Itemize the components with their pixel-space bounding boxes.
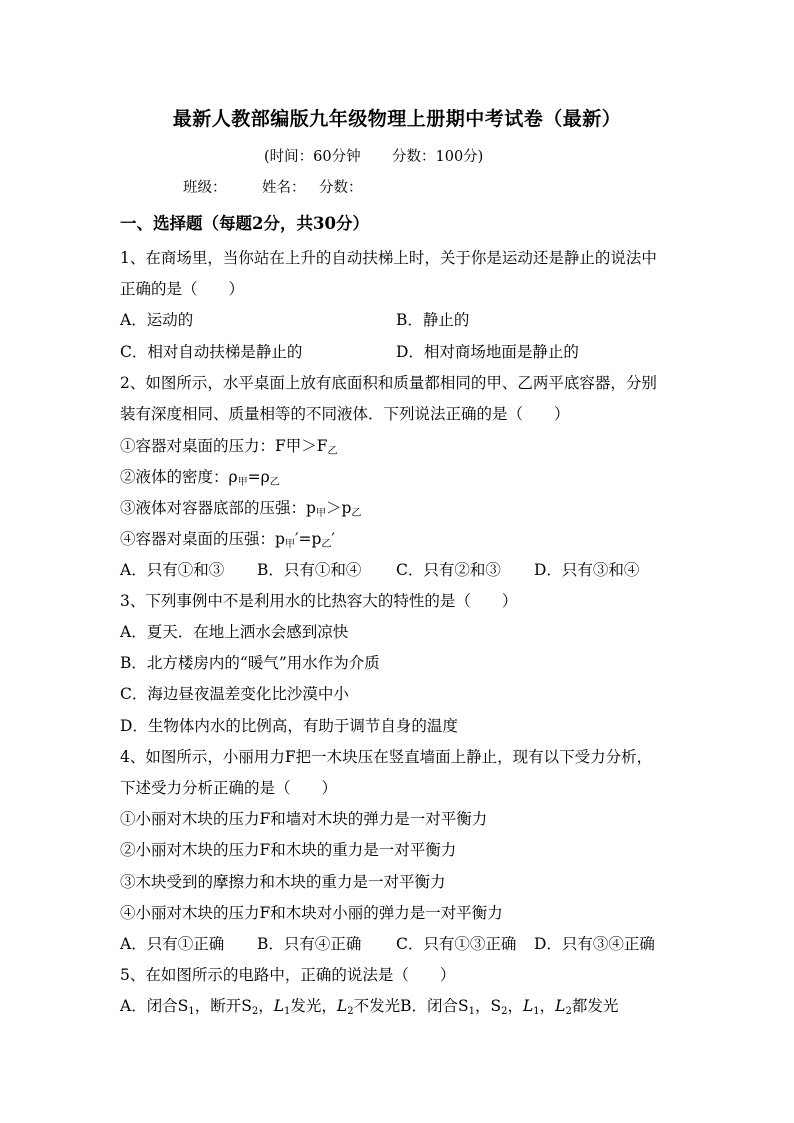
statement-text: =ρ (247, 468, 270, 486)
option-text: ，断开S (194, 997, 252, 1015)
option-text: ， (258, 997, 274, 1015)
question-2-option-a: A．只有①和③ (120, 561, 225, 579)
option-text: ， (539, 997, 556, 1015)
subscript: 乙 (351, 508, 362, 519)
question-5-line-1: 5、在如图所示的电路中，正确的说法是（ ） (120, 966, 456, 984)
question-3-option-d: D．生物体内水的比例高，有助于调节自身的温度 (120, 717, 458, 735)
section-heading: 一、选择题（每题2分，共30分） (120, 214, 369, 233)
exam-time: (时间：60分钟 (264, 149, 361, 165)
statement-text: ＞p (325, 499, 352, 517)
option-text: ， (507, 997, 523, 1015)
option-text: 发光， (290, 997, 337, 1015)
question-1-option-c: C．相对自动扶梯是静止的 (120, 343, 303, 361)
question-2-option-b: B．只有①和④ (257, 561, 362, 579)
question-1-option-d: D．相对商场地面是静止的 (396, 343, 579, 361)
question-2-statement-4 (120, 529, 335, 555)
statement-text: ①容器对桌面的压力：F甲＞F (120, 437, 328, 455)
subscript: 2 (251, 1006, 259, 1017)
subscript: 2 (565, 1006, 572, 1017)
option-text: A．闭合S (120, 997, 189, 1015)
question-3-line-1: 3、下列事例中不是利用水的比热容大的特性的是（ ） (120, 592, 518, 610)
class-label: 班级： (183, 180, 227, 196)
statement-text: ④容器对桌面的压强：p (120, 530, 285, 548)
option-text: 都发光 (571, 997, 619, 1015)
question-4-option-b: B．只有④正确 (257, 935, 362, 953)
lamp-symbol: L (555, 997, 566, 1015)
question-5-options-ab (120, 996, 618, 1022)
question-4-statement-2: ②小丽对木块的压力F和木块的重力是一对平衡力 (120, 841, 457, 859)
question-4-option-c: C．只有①③正确 (396, 935, 517, 953)
subscript: 乙 (327, 446, 338, 457)
subscript: 2 (501, 1006, 508, 1017)
subscript: 2 (347, 1006, 354, 1017)
question-3-option-b: B．北方楼房内的“暖气”用水作为介质 (120, 654, 380, 672)
question-2-statement-2 (120, 467, 280, 493)
exam-title: 最新人教部编版九年级物理上册期中考试卷（最新） (172, 108, 622, 130)
question-4-statement-1: ①小丽对木块的压力F和墙对木块的弹力是一对平衡力 (120, 810, 488, 828)
name-label: 姓名： (262, 180, 306, 196)
subscript: 1 (533, 1006, 540, 1017)
lamp-symbol: L (336, 997, 348, 1015)
question-4-statement-4: ④小丽对木块的压力F和木块对小丽的弹力是一对平衡力 (120, 904, 503, 922)
statement-text: ②液体的密度：ρ (120, 468, 238, 486)
question-2-option-c: C．只有②和③ (396, 561, 501, 579)
question-2-line-2: 装有深度相同、质量相等的不同液体．下列说法正确的是（ ） (120, 405, 570, 423)
subscript: 甲 (315, 508, 326, 519)
option-text: ，S (474, 997, 502, 1015)
question-2-statement-1 (120, 436, 338, 462)
subscript: 乙 (269, 477, 280, 488)
question-1-line-1: 1、在商场里，当你站在上升的自动扶梯上时，关于你是运动还是静止的说法中 (120, 249, 657, 267)
question-2-option-d: D．只有③和④ (534, 561, 640, 579)
subscript: 甲 (237, 477, 248, 488)
question-1-option-b: B．静止的 (396, 311, 470, 329)
subscript: 乙 (321, 539, 332, 550)
lamp-symbol: L (273, 997, 284, 1015)
question-1-line-2: 正确的是（ ） (120, 280, 245, 298)
subscript: 甲 (284, 539, 295, 550)
lamp-symbol: L (522, 997, 534, 1015)
question-4-option-a: A．只有①正确 (120, 935, 225, 953)
subscript: 1 (188, 1006, 195, 1017)
subscript: 1 (284, 1006, 291, 1017)
question-3-option-a: A．夏天．在地上洒水会感到凉快 (120, 623, 349, 641)
question-1-option-a: A．运动的 (120, 311, 194, 329)
question-2-line-1: 2、如图所示，水平桌面上放有底面积和质量都相同的甲、乙两平底容器，分别 (120, 374, 657, 392)
statement-text: ③液体对容器底部的压强：p (120, 499, 316, 517)
question-2-statement-3 (120, 498, 361, 524)
statement-text: ′=p (294, 530, 322, 548)
question-4-line-2: 下述受力分析正确的是（ ） (120, 779, 338, 797)
question-4-option-d: D．只有③④正确 (534, 935, 655, 953)
option-text: 不发光B．闭合S (353, 997, 469, 1015)
subscript: 1 (468, 1006, 475, 1017)
score-label: 分数： (319, 180, 363, 196)
question-4-line-1: 4、如图所示，小丽用力F把一木块压在竖直墙面上静止，现有以下受力分析， (120, 748, 653, 766)
question-4-statement-3: ③木块受到的摩擦力和木块的重力是一对平衡力 (120, 873, 446, 891)
exam-total-score: 分数：100分) (392, 149, 484, 165)
question-3-option-c: C．海边昼夜温差变化比沙漠中小 (120, 685, 349, 703)
statement-text: ′ (331, 530, 335, 548)
